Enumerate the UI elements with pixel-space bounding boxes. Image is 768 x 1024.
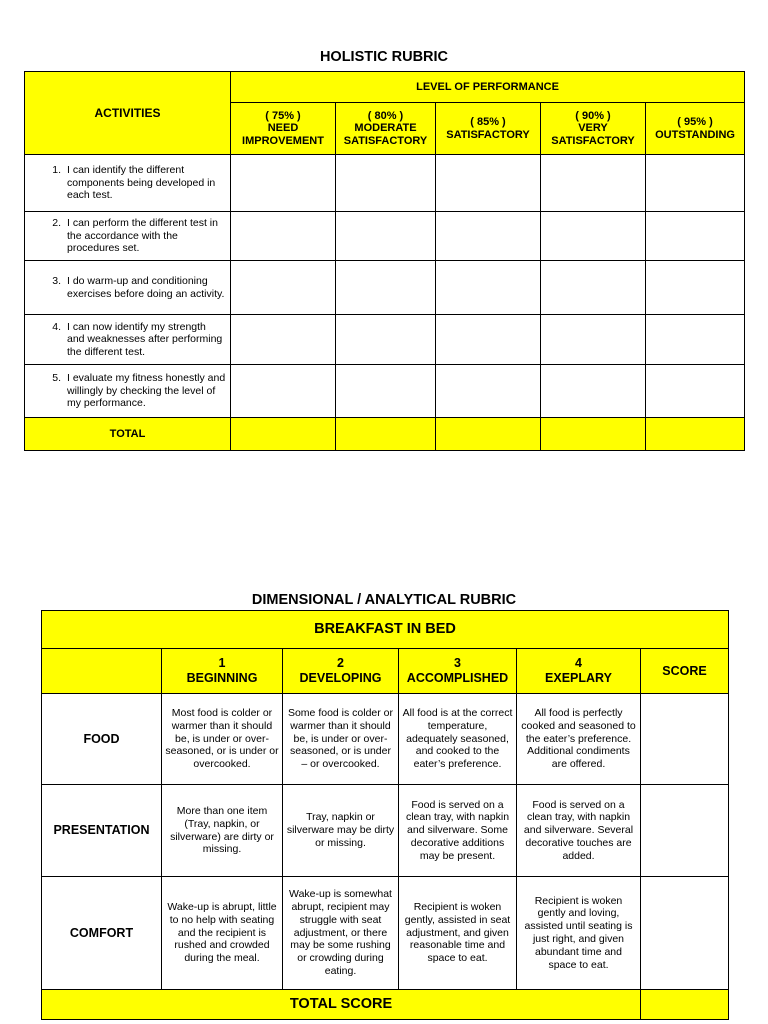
descriptor-cell: Wake-up is abrupt, little to no help with seating and the recipient is rushed and crowded during the meal.: [162, 877, 283, 990]
analytical-title: DIMENSIONAL / ANALYTICAL RUBRIC: [251, 592, 517, 608]
score-cell[interactable]: [541, 365, 646, 418]
score-cell[interactable]: [231, 365, 336, 418]
activity-row: [25, 155, 745, 212]
score-cell[interactable]: [646, 315, 745, 365]
total-cell[interactable]: [436, 418, 541, 451]
analytical-rubric-table: [41, 610, 729, 1020]
level-header-75: ( 75% ) NEED IMPROVEMENT: [231, 103, 336, 155]
score-header: SCORE: [641, 649, 729, 694]
total-score-cell[interactable]: [641, 990, 729, 1020]
descriptor-cell: All food is perfectly cooked and seasoned to the eater’s preference. Additional condiments are offered.: [517, 694, 641, 785]
descriptor-cell: Most food is colder or warmer than it should be, is under or over-seasoned, or is under or overcooked.: [162, 694, 283, 785]
score-cell[interactable]: [436, 155, 541, 212]
criteria-row-presentation: [42, 785, 729, 877]
score-cell[interactable]: [646, 261, 745, 315]
total-row: [25, 418, 745, 451]
holistic-rubric-table: [24, 71, 745, 451]
score-cell[interactable]: [541, 261, 646, 315]
level-of-performance-header: LEVEL OF PERFORMANCE: [231, 72, 745, 103]
score-cell[interactable]: [231, 212, 336, 261]
score-cell[interactable]: [646, 365, 745, 418]
descriptor-cell: Food is served on a clean tray, with napkin and silverware. Some decorative additions may be present.: [399, 785, 517, 877]
criteria-row-comfort: [42, 877, 729, 990]
activity-cell: 5. I evaluate my fitness honestly and willingly by checking the level of my performance.: [25, 365, 231, 418]
level-header-80: ( 80% ) MODERATE SATISFACTORY: [336, 103, 436, 155]
criteria-row-food: [42, 694, 729, 785]
level-header-95: ( 95% ) OUTSTANDING: [646, 103, 745, 155]
activity-cell: 3. I do warm-up and conditioning exercises before doing an activity.: [25, 261, 231, 315]
level-header-beginning: 1 BEGINNING: [162, 649, 283, 694]
total-cell[interactable]: [336, 418, 436, 451]
activity-row: [25, 315, 745, 365]
score-cell[interactable]: [646, 155, 745, 212]
score-cell[interactable]: [336, 212, 436, 261]
total-cell[interactable]: [646, 418, 745, 451]
score-cell[interactable]: [646, 212, 745, 261]
level-header-exemplary: 4 EXEPLARY: [517, 649, 641, 694]
descriptor-cell: Recipient is woken gently, assisted in seat adjustment, and given reasonable time and space to eat.: [399, 877, 517, 990]
activity-row: [25, 261, 745, 315]
total-cell[interactable]: [231, 418, 336, 451]
score-cell[interactable]: [541, 212, 646, 261]
descriptor-cell: Food is served on a clean tray, with napkin and silverware. Several decorative touches are added.: [517, 785, 641, 877]
score-cell[interactable]: [436, 315, 541, 365]
criteria-label: FOOD: [42, 694, 162, 785]
level-header-developing: 2 DEVELOPING: [283, 649, 399, 694]
score-cell[interactable]: [436, 261, 541, 315]
total-label: TOTAL: [25, 418, 231, 451]
score-cell[interactable]: [541, 155, 646, 212]
level-header-accomplished: 3 ACCOMPLISHED: [399, 649, 517, 694]
activity-cell: 2. I can perform the different test in the accordance with the procedures set.: [25, 212, 231, 261]
activity-row: [25, 365, 745, 418]
level-header-90: ( 90% ) VERY SATISFACTORY: [541, 103, 646, 155]
descriptor-cell: Recipient is woken gently and loving, assisted until seating is just right, and given abundant time and space to eat.: [517, 877, 641, 990]
score-cell[interactable]: [436, 365, 541, 418]
total-score-row: [42, 990, 729, 1020]
score-cell[interactable]: [641, 785, 729, 877]
criteria-label: PRESENTATION: [42, 785, 162, 877]
score-cell[interactable]: [336, 155, 436, 212]
descriptor-cell: More than one item (Tray, napkin, or silverware) are dirty or missing.: [162, 785, 283, 877]
task-title: BREAKFAST IN BED: [42, 611, 729, 649]
score-cell[interactable]: [231, 261, 336, 315]
score-cell[interactable]: [641, 694, 729, 785]
score-cell[interactable]: [436, 212, 541, 261]
descriptor-cell: Wake-up is somewhat abrupt, recipient may struggle with seat adjustment, or there may be some rushing or crowding during eating.: [283, 877, 399, 990]
score-cell[interactable]: [231, 315, 336, 365]
descriptor-cell: All food is at the correct temperature, adequately seasoned, and cooked to the eater’s preference.: [399, 694, 517, 785]
activity-cell: 1. I can identify the different components being developed in each test.: [25, 155, 231, 212]
score-cell[interactable]: [231, 155, 336, 212]
criteria-header: [42, 649, 162, 694]
total-cell[interactable]: [541, 418, 646, 451]
activity-row: [25, 212, 745, 261]
activity-cell: 4. I can now identify my strength and weaknesses after performing the different test.: [25, 315, 231, 365]
score-cell[interactable]: [336, 261, 436, 315]
score-cell[interactable]: [641, 877, 729, 990]
activities-header: ACTIVITIES: [25, 72, 231, 155]
score-cell[interactable]: [336, 315, 436, 365]
descriptor-cell: Some food is colder or warmer than it should be, is under or over-seasoned, or is under – or overcooked.: [283, 694, 399, 785]
criteria-label: COMFORT: [42, 877, 162, 990]
total-score-label: TOTAL SCORE: [42, 990, 641, 1020]
score-cell[interactable]: [336, 365, 436, 418]
holistic-title: HOLISTIC RUBRIC: [319, 49, 449, 65]
descriptor-cell: Tray, napkin or silverware may be dirty or missing.: [283, 785, 399, 877]
level-header-85: ( 85% ) SATISFACTORY: [436, 103, 541, 155]
score-cell[interactable]: [541, 315, 646, 365]
